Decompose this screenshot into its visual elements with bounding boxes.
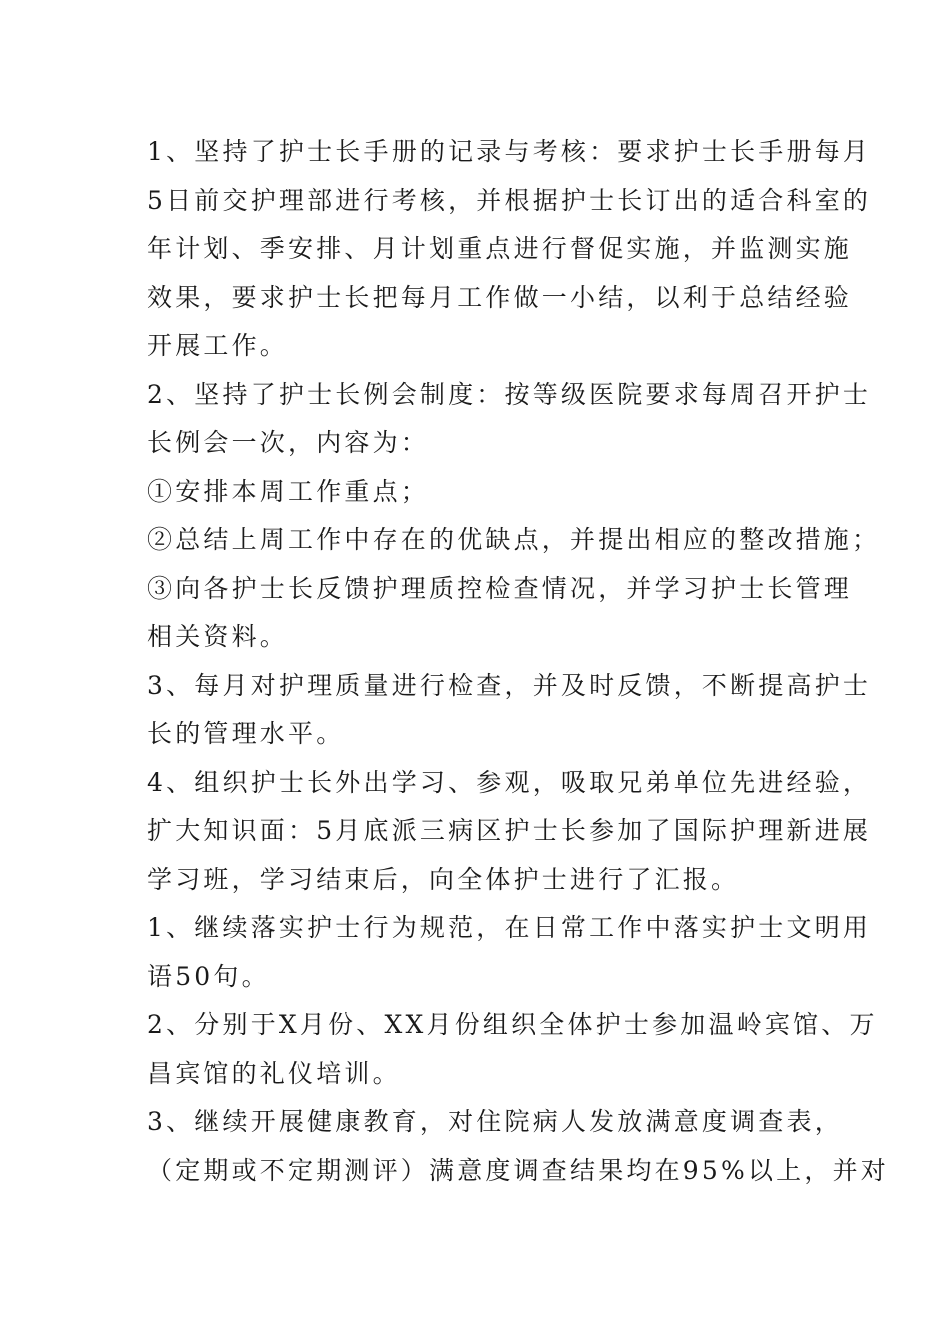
- text-line: 2、坚持了护士长例会制度：按等级医院要求每周召开护士: [147, 379, 872, 409]
- text-line: 扩大知识面：5月底派三病区护士长参加了国际护理新进展: [147, 816, 872, 845]
- text-line: 昌宾馆的礼仪培训。: [147, 1058, 401, 1088]
- text-line: ②总结上周工作中存在的优缺点，并提出相应的整改措施；: [147, 525, 881, 554]
- text-line: 效果，要求护士长把每月工作做一小结，以利于总结经验: [147, 282, 853, 312]
- text-line: 开展工作。: [147, 331, 289, 360]
- text-line: ③向各护士长反馈护理质控检查情况，并学习护士长管理: [147, 573, 853, 603]
- text-line: ①安排本周工作重点；: [147, 476, 430, 506]
- document-body: [147, 128, 889, 1195]
- text-line: 长例会一次，内容为：: [147, 428, 430, 457]
- text-line: 4、组织护士长外出学习、参观，吸取兄弟单位先进经验，: [147, 767, 872, 797]
- text-line: 3、每月对护理质量进行检查，并及时反馈，不断提高护士: [147, 670, 872, 700]
- text-line: 1、坚持了护士长手册的记录与考核：要求护士长手册每月: [147, 137, 872, 166]
- text-line: 1、继续落实护士行为规范，在日常工作中落实护士文明用: [147, 913, 872, 942]
- text-line: 5日前交护理部进行考核，并根据护士长订出的适合科室的: [147, 185, 872, 215]
- text-line: 3、继续开展健康教育，对住院病人发放满意度调查表，: [147, 1107, 843, 1136]
- text-line: 学习班，学习结束后，向全体护士进行了汇报。: [147, 864, 740, 894]
- text-line: 2、分别于X月份、XX月份组织全体护士参加温岭宾馆、万: [147, 1010, 878, 1039]
- text-line: 相关资料。: [147, 622, 289, 651]
- text-line: （定期或不定期测评）满意度调查结果均在95%以上，并对: [147, 1155, 889, 1185]
- text-line: 年计划、季安排、月计划重点进行督促实施，并监测实施: [147, 234, 853, 263]
- text-line: 长的管理水平。: [147, 719, 345, 748]
- text-line: 语50句。: [147, 961, 270, 991]
